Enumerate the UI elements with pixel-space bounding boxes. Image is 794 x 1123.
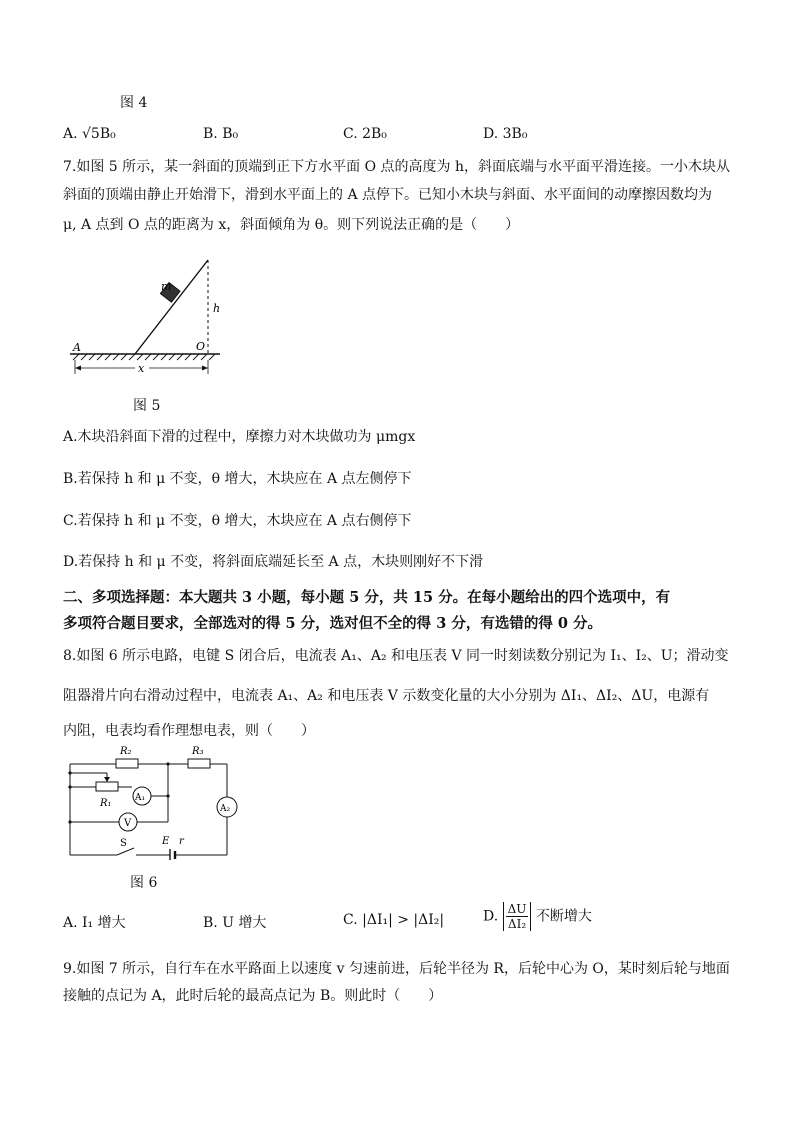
q8-option-d[interactable] xyxy=(483,902,592,931)
figure-5-point-a-label: A xyxy=(73,341,81,354)
q7-option-c[interactable]: C.若保持 h 和 μ 不变，θ 增大，木块应在 A 点右侧停下 xyxy=(63,513,412,529)
q6-option-c[interactable]: C. 2B₀ xyxy=(343,126,387,142)
q7-option-a[interactable]: A.木块沿斜面下滑的过程中，摩擦力对木块做功为 μmgx xyxy=(63,429,416,445)
q8-stem-line-1: 8.如图 6 所示电路，电键 S 闭合后，电流表 A₁、A₂ 和电压表 V 同一时刻读数分别记为 I₁、I₂、U；滑动变 xyxy=(63,648,729,664)
figure-5-caption: 图 5 xyxy=(133,398,161,414)
q8-option-d-suffix: 不断增大 xyxy=(535,908,592,925)
figure-4-caption: 图 4 xyxy=(120,95,148,111)
section-2-heading-line-2: 多项符合题目要求，全部选对的得 5 分，选对但不全的得 3 分，有选错的得 0 分。 xyxy=(63,615,603,632)
q8-option-b[interactable]: B. U 增大 xyxy=(203,915,267,931)
figure-6-a2-label: A₂ xyxy=(220,804,231,814)
q9-stem-line-2: 接触的点记为 A，此时后轮的最高点记为 B。则此时（ ） xyxy=(63,988,443,1004)
section-2-heading-line-1: 二、多项选择题：本大题共 3 小题，每小题 5 分，共 15 分。在每小题给出的四个选项中，有 xyxy=(63,589,671,606)
q9-stem-line-1: 9.如图 7 所示，自行车在水平路面上以速度 v 匀速前进，后轮半径为 R，后轮中心为 O，某时刻后轮与地面 xyxy=(63,961,730,977)
q8-option-c[interactable]: C. |ΔI₁| > |ΔI₂| xyxy=(343,912,445,928)
figure-6-e-label: E xyxy=(162,836,170,847)
figure-6-r1-label: R₁ xyxy=(100,798,112,809)
figure-6-s-label: S xyxy=(120,838,127,849)
figure-6-r-label: r xyxy=(179,836,184,847)
q7-stem-line-2: 斜面的顶端由静止开始滑下，滑到水平面上的 A 点停下。已知小木块与斜面、水平面间的动摩擦因数均为 xyxy=(63,187,713,203)
figure-5-incline-diagram xyxy=(65,252,225,377)
q8-option-d-fraction xyxy=(506,902,529,931)
figure-6-circuit-diagram xyxy=(62,740,242,860)
figure-6-r3-label: R₃ xyxy=(192,746,204,757)
q7-stem-line-3: μ, A 点到 O 点的距离为 x，斜面倾角为 θ。则下列说法正确的是（ ） xyxy=(63,217,520,233)
figure-6-r2-label: R₂ xyxy=(120,746,132,757)
figure-5-distance-label: x xyxy=(138,362,145,375)
q8-option-d-numerator: ΔU xyxy=(507,902,527,916)
q6-option-b[interactable]: B. B₀ xyxy=(203,126,239,142)
q8-stem-line-3: 内阻，电表均看作理想电表，则（ ） xyxy=(63,723,315,739)
q8-option-d-denominator: ΔI₂ xyxy=(507,917,527,931)
q7-option-d[interactable]: D.若保持 h 和 μ 不变，将斜面底端延长至 A 点，木块则刚好不下滑 xyxy=(63,554,484,570)
q8-option-d-prefix: D. xyxy=(483,908,499,925)
q7-option-b[interactable]: B.若保持 h 和 μ 不变，θ 增大，木块应在 A 点左侧停下 xyxy=(63,471,412,487)
q6-option-a[interactable]: A. √5B₀ xyxy=(63,126,116,142)
figure-6-v-label: V xyxy=(124,818,132,829)
figure-6-a1-label: A₁ xyxy=(135,793,146,803)
figure-5-mass-label: m xyxy=(161,280,172,293)
q7-stem-line-1: 7.如图 5 所示，某一斜面的顶端到正下方水平面 O 点的高度为 h，斜面底端与水平面平滑连接。一小木块从 xyxy=(63,159,731,175)
q8-stem-line-2: 阻器滑片向右滑动过程中，电流表 A₁、A₂ 和电压表 V 示数变化量的大小分别为 ΔI₁、ΔI₂、ΔU，电源有 xyxy=(63,688,710,704)
figure-5-height-label: h xyxy=(213,302,221,315)
figure-6-caption: 图 6 xyxy=(130,875,158,891)
q8-option-a[interactable]: A. I₁ 增大 xyxy=(63,915,126,931)
figure-5-origin-label: O xyxy=(196,340,206,353)
q6-option-d[interactable]: D. 3B₀ xyxy=(483,126,528,142)
